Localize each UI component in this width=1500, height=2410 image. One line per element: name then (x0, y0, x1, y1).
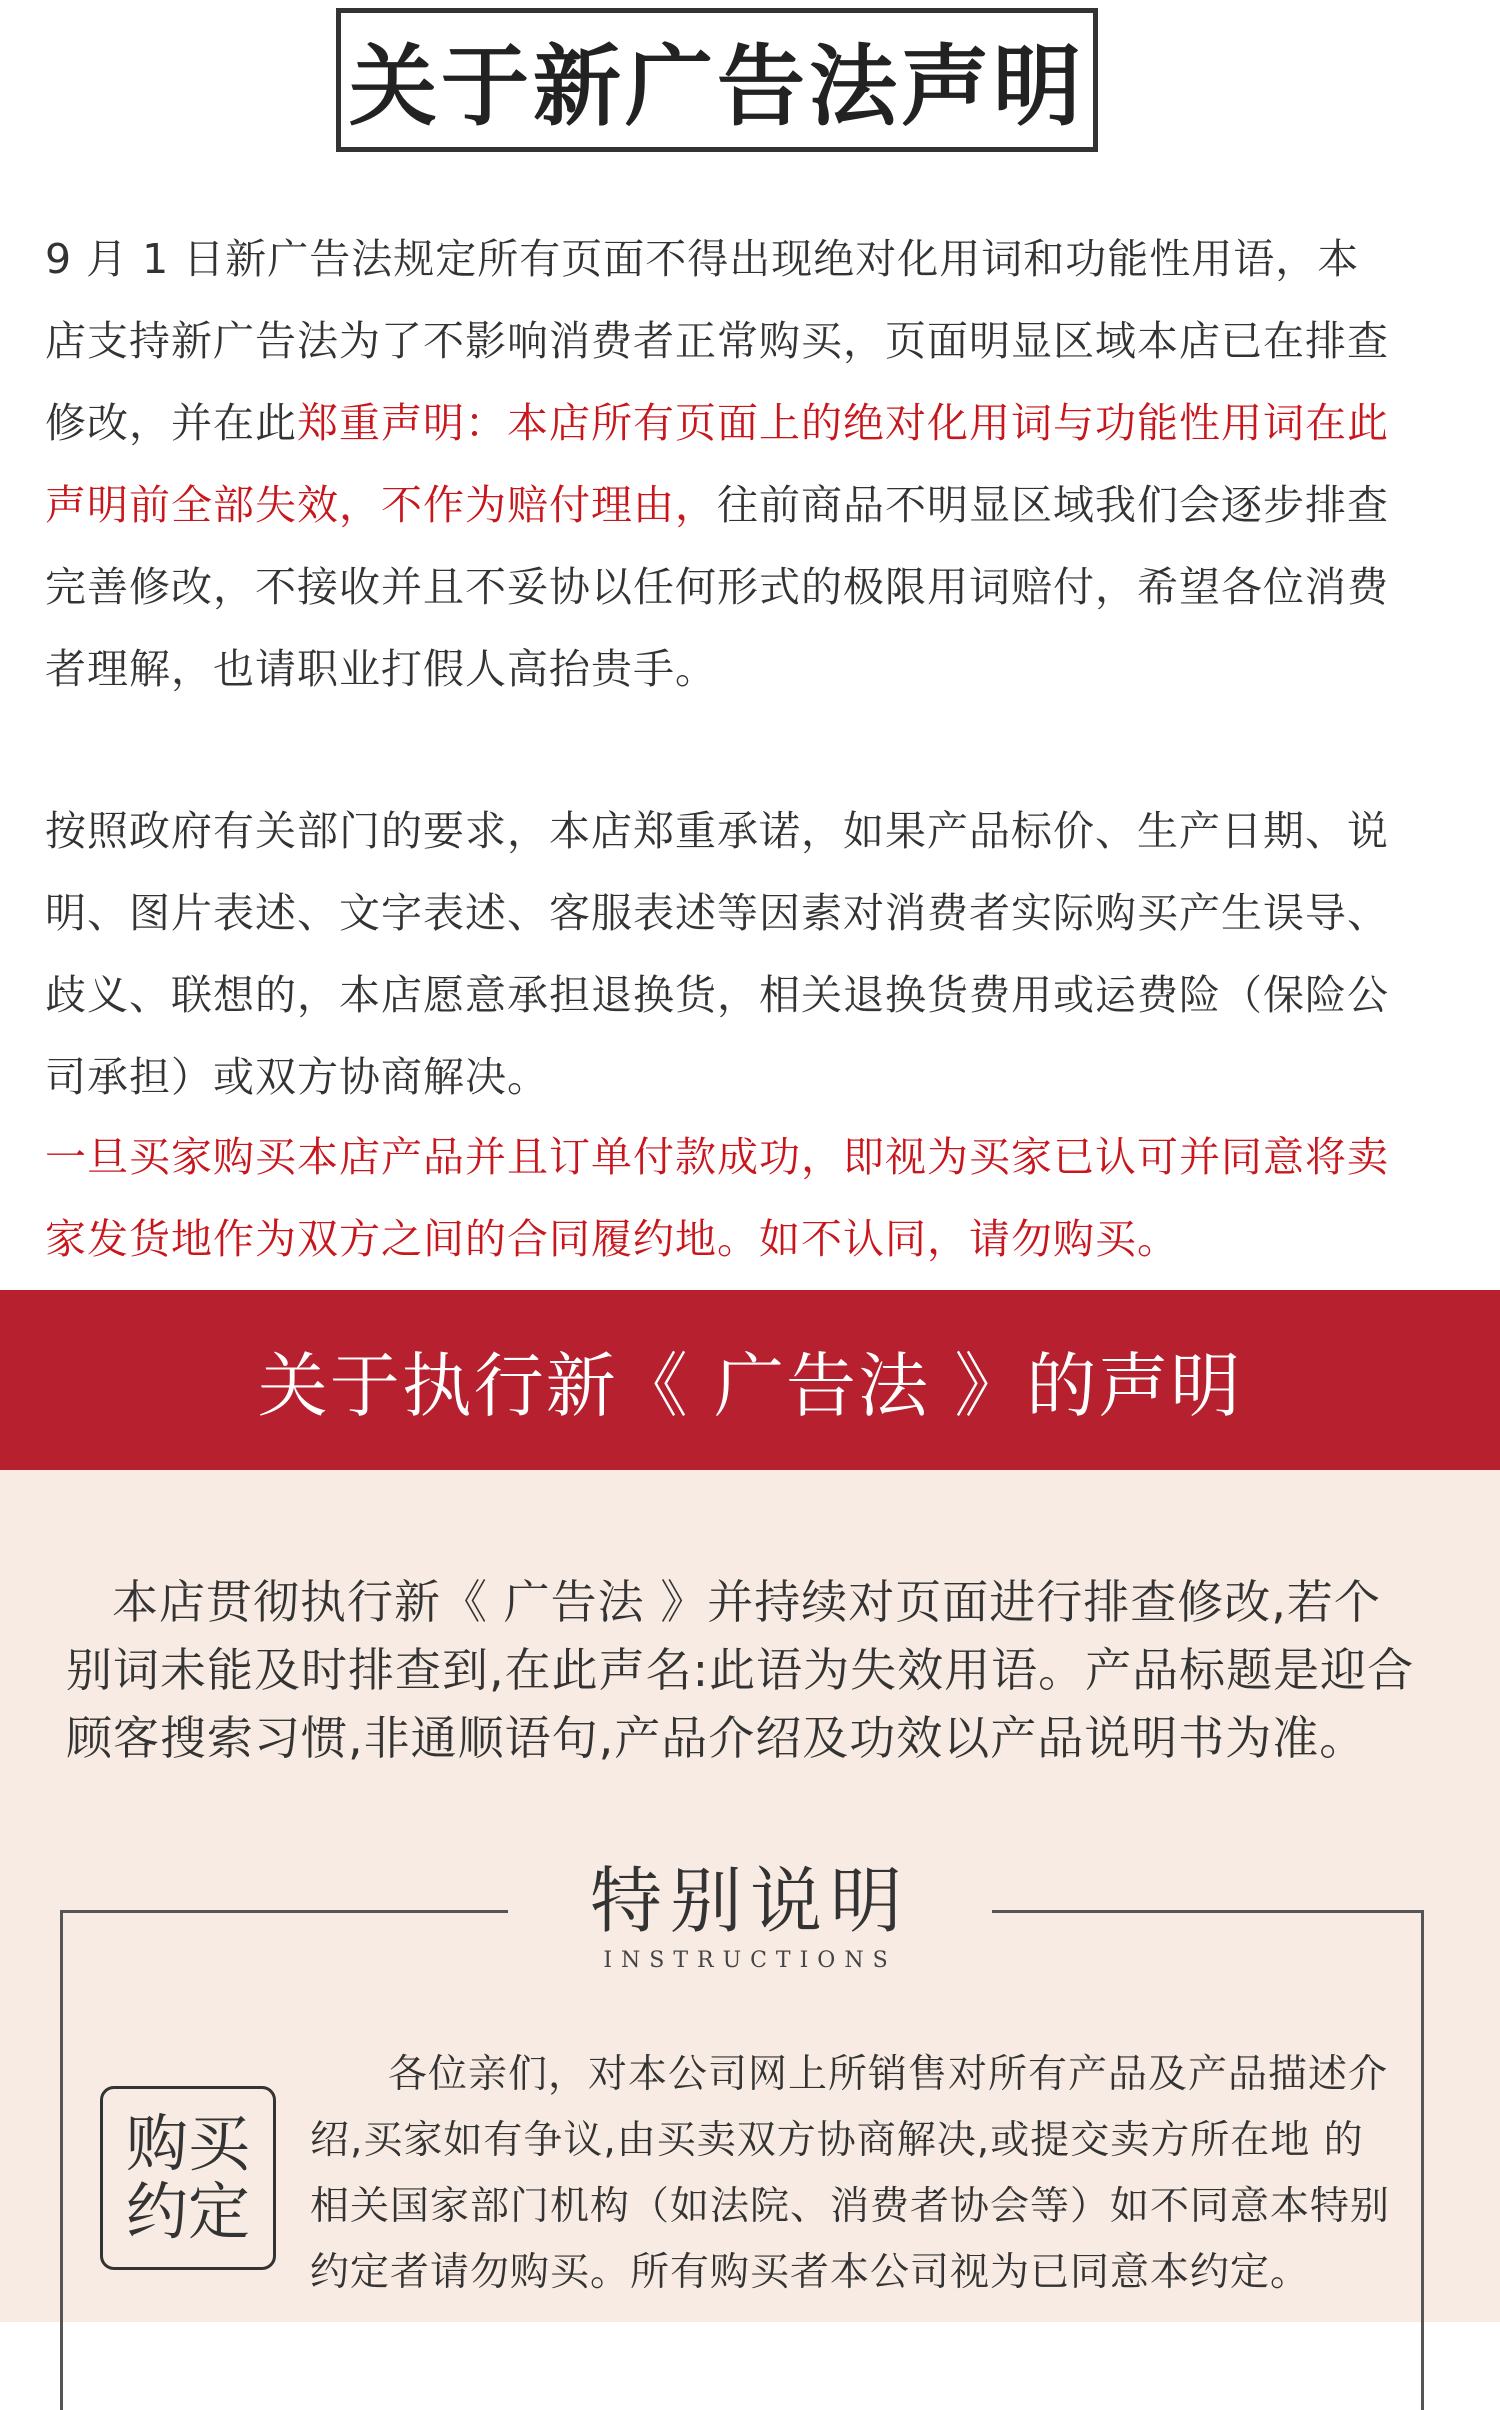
banner-title: 关于执行新《 广告法 》的声明 (0, 1290, 1500, 1470)
statement-paragraph-1 (45, 218, 1395, 710)
paragraph-1-text-b: 往前商品不明显区域我们会逐步排查完善修改，不接收并且不妥协以任何形式的极限用词赔付，希望各位消费者理解，也请职业打假人高抬贵手。 (45, 481, 1389, 693)
statement-paragraph-2: 按照政府有关部门的要求，本店郑重承诺，如果产品标价、生产日期、说明、图片表述、文字表述、客服表述等因素对消费者实际购买产生误导、歧义、联想的，本店愿意承担退换货，相关退换货费用或运费险（保险公司承担）或双方协商解决。 (45, 807, 1389, 1101)
statement-paragraph-3-red: 一旦买家购买本店产品并且订单付款成功，即视为买家已认可并同意将卖家发货地作为双方之间的合同履约地。如不认同，请勿购买。 (45, 1133, 1389, 1263)
special-notice-heading (508, 1856, 992, 1976)
execution-statement-section (0, 1470, 1500, 2322)
special-notice-title: 特别说明 (589, 1859, 910, 1943)
stamp-line-2: 约定 (125, 2175, 250, 2248)
execution-paragraph-text: 本店贯彻执行新《 广告法 》并持续对页面进行排查修改,若个别词未能及时排查到,在此声名:此语为失效用语。产品标题是迎合顾客搜索习惯,非通顺语句,产品介绍及功效以产品说明书为准。 (66, 1575, 1415, 1765)
paragraph-1-red-declaration: 郑重声明：本店所有页面上的绝对化用词与功能性用词在此声明前全部失效，不作为赔付理由， (45, 399, 1389, 529)
execution-paragraph (66, 1568, 1426, 1772)
stamp-line-1: 购买 (125, 2107, 250, 2180)
statement-title: 关于新广告法声明 (336, 8, 1098, 152)
paragraph-1-text-a: 9 月 1 日新广告法规定所有页面不得出现绝对化用词和功能性用语，本店支持新广告法为了不影响消费者正常购买，页面明显区域本店已在排查修改，并在此 (45, 235, 1389, 447)
purchase-agreement-stamp (100, 2086, 276, 2270)
special-notice-subtitle: INSTRUCTIONS (603, 1948, 897, 1973)
special-notice-paragraph: 各位亲们，对本公司网上所销售对所有产品及产品描述介绍,买家如有争议,由买卖双方协商解决,或提交卖方所在地 的相关国家部门机构（如法院、消费者协会等）如不同意本特别约定者请勿购买。所有购买者本公司视为已同意本约定。 (310, 2052, 1391, 2295)
